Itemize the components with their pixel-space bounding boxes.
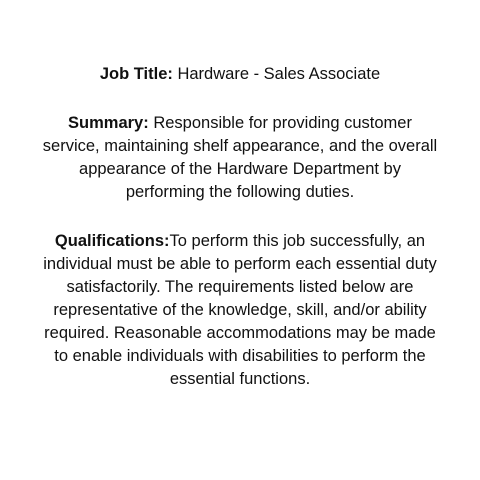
job-title-label: Job Title: <box>99 65 173 83</box>
job-title-paragraph <box>40 63 440 86</box>
summary-label: Summary: <box>68 114 149 132</box>
summary-text: Responsible for providing customer service, maintaining shelf appearance, and the overall appearance of the Hardware Department by performing the following duties. <box>42 114 438 201</box>
qualifications-text: To perform this job successfully, an individual must be able to perform each essential duty satisfactorily. The requirements listed below are representative of the knowledge, skill, and/or ability required. Reasonable accommodations may be made to enable individuals with disabilities to perform the essential functions. <box>43 232 437 388</box>
job-title-value: Hardware - Sales Associate <box>177 65 381 83</box>
qualifications-paragraph <box>40 230 440 391</box>
summary-paragraph <box>40 112 440 204</box>
qualifications-label: Qualifications: <box>54 232 170 250</box>
